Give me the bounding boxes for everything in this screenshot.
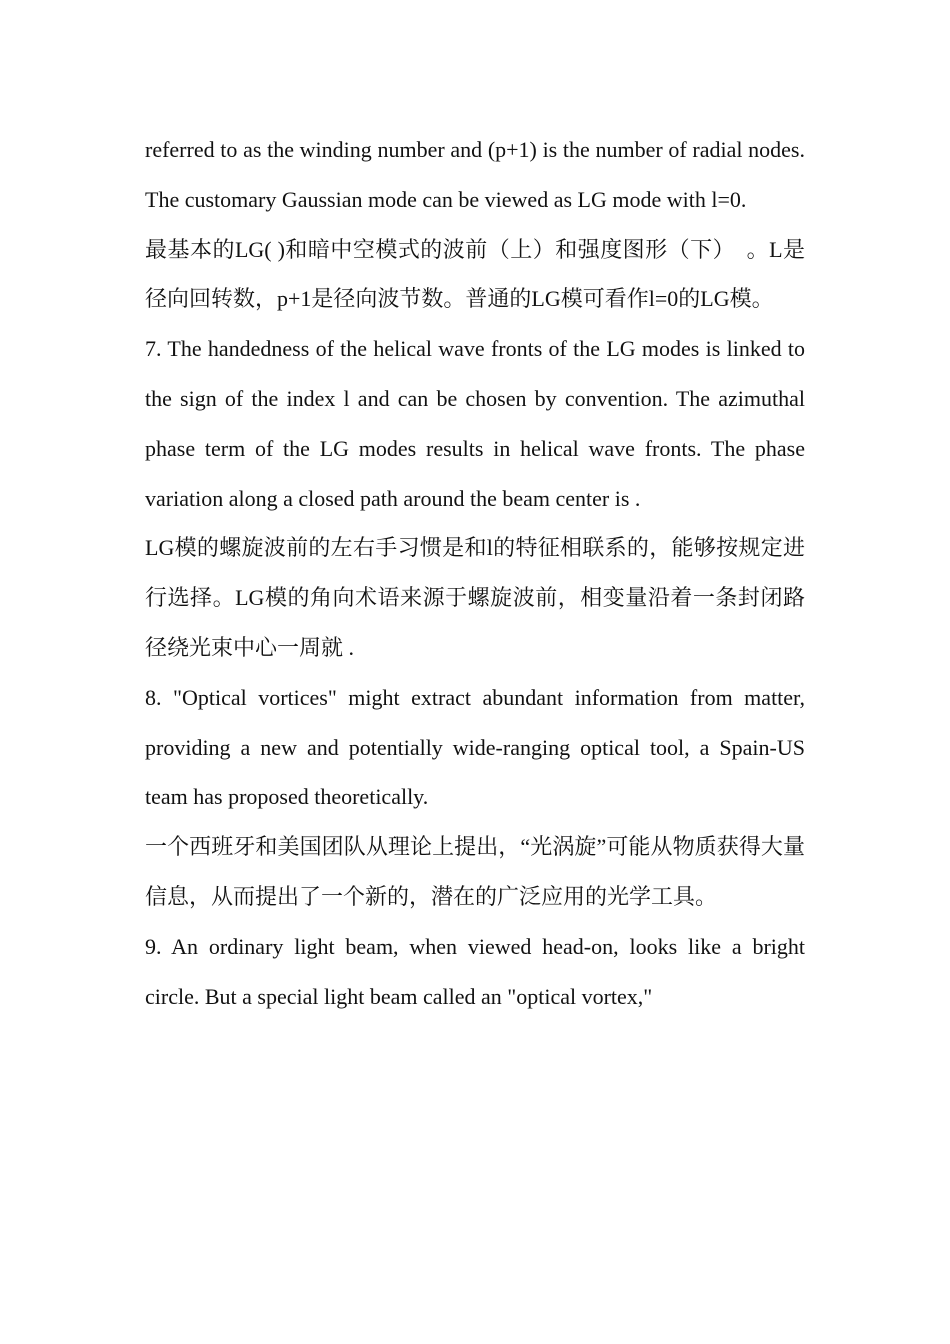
- paragraph-winding-number: referred to as the winding number and (p+1) is the number of radial nodes. The customary Gaussian mode can be viewed as LG mode with l=0.: [145, 137, 805, 212]
- paragraph-item-8: 8. "Optical vortices" might extract abundant information from matter, providing a new and potentially wide-ranging optical tool, a Spain-US team has proposed theoretically.: [145, 684, 805, 810]
- document-page: [145, 125, 805, 1021]
- paragraph-item-7-chinese: LG模的螺旋波前的左右手习惯是和l的特征相联系的，能够按规定进行选择。LG模的角向术语来源于螺旋波前，相变量沿着一条封闭路径绕光束中心一周就 .: [145, 535, 805, 660]
- paragraph-lg-mode-chinese: 最基本的LG( )和暗中空模式的波前（上）和强度图形（下） 。L是径向回转数，p+1是径向波节数。普通的LG模可看作l=0的LG模。: [145, 236, 805, 312]
- paragraph-item-8-chinese: 一个西班牙和美国团队从理论上提出，“光涡旋”可能从物质获得大量信息，从而提出了一个新的，潜在的广泛应用的光学工具。: [145, 834, 805, 909]
- paragraph-item-7: 7. The handedness of the helical wave fronts of the LG modes is linked to the sign of the index l and can be chosen by convention. The azimuthal phase term of the LG modes results in helical wave fronts. The phase variation along a closed path around the beam center is .: [145, 336, 805, 511]
- paragraph-item-9: 9. An ordinary light beam, when viewed head-on, looks like a bright circle. But a special light beam called an "optical vortex,": [145, 933, 805, 1009]
